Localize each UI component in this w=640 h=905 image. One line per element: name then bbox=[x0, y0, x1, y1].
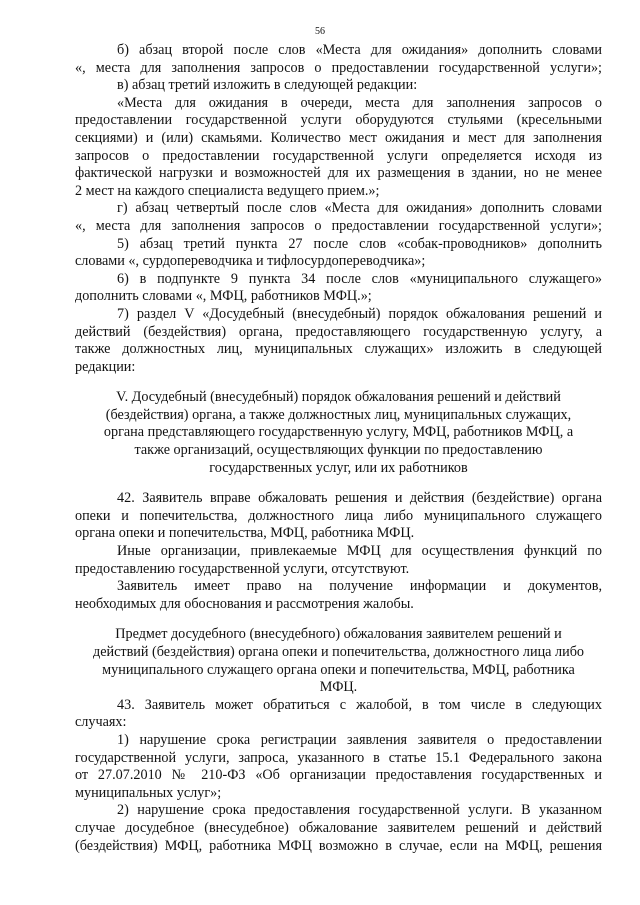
text-line: 1) нарушение срока регистрации заявления заявителя о предоставлении bbox=[117, 731, 602, 748]
text-line: действий (бездействия) органа, предоставляющего государственную услугу, а bbox=[75, 323, 602, 340]
text-line: 7) раздел V «Досудебный (внесудебный) порядок обжалования решений и bbox=[117, 305, 602, 322]
text-line: (бездействия) МФЦ, работника МФЦ возможно в случае, если на МФЦ, решения bbox=[75, 837, 602, 854]
text-line: 2) нарушение срока предоставления государственной услуги. В указанном bbox=[117, 802, 602, 819]
text-line: «, места для заполнения запросов о предоставлении государственной услуги»; bbox=[75, 59, 602, 76]
text-line: г) абзац четвертый после слов «Места для ожидания» дополнить словами bbox=[117, 200, 602, 217]
text-line: государственной услуги, запроса, указанного в статье 15.1 Федерального закона bbox=[75, 749, 602, 766]
text-line: органа опеки и попечительства, МФЦ, работника МФЦ. bbox=[75, 525, 415, 542]
clause-43-block bbox=[75, 697, 602, 855]
text-line: 6) в подпункте 9 пункта 34 после слов «муниципального служащего» bbox=[117, 270, 602, 287]
text-line: дополнить словами «, МФЦ, работников МФЦ.»; bbox=[75, 288, 372, 305]
heading-line: Предмет досудебного (внесудебного) обжалования заявителем решений и bbox=[115, 626, 562, 643]
text-line: Заявитель имеет право на получение информации и документов, bbox=[117, 578, 602, 595]
text-line: также должностных лиц, муниципальных служащих» изложить в следующей bbox=[75, 341, 602, 358]
text-line: муниципальных услуг»; bbox=[75, 784, 222, 801]
text-line: от 27.07.2010 № 210-ФЗ «Об организации предоставления государственных и bbox=[75, 767, 602, 784]
text-line: 43. Заявитель может обратиться с жалобой, в том числе в следующих bbox=[117, 696, 602, 713]
text-line: «Места для ожидания в очереди, места для заполнения запросов о bbox=[117, 94, 602, 111]
text-line: секциями) и (или) скамьями. Количество мест ожидания и мест для заполнения bbox=[75, 129, 602, 146]
text-line: запросов о предоставлении государственной услуги определяется исходя из bbox=[75, 147, 602, 164]
text-line: опеки и попечительства, должностного лица либо муниципального служащего bbox=[75, 507, 602, 524]
text-line: б) абзац второй после слов «Места для ожидания» дополнить словами bbox=[117, 42, 602, 58]
text-line: редакции: bbox=[75, 358, 136, 375]
page-content bbox=[75, 42, 602, 855]
text-line: случае досудебное (внесудебное) обжалование заявителем решений и действий bbox=[75, 819, 602, 836]
text-line: необходимых для обоснования и рассмотрения жалобы. bbox=[75, 595, 414, 612]
text-line: случаях: bbox=[75, 714, 127, 731]
heading-line: также организаций, осуществляющих функции по предоставлению bbox=[134, 442, 543, 459]
text-line: 2 мест на каждого специалиста ведущего прием.»; bbox=[75, 182, 380, 199]
text-line: 42. Заявитель вправе обжаловать решения и действия (бездействие) органа bbox=[117, 490, 602, 507]
text-line: фактической нагрузки и возможностей для их размещения в здании, но не менее bbox=[75, 165, 602, 182]
text-line: «, места для заполнения запросов о предоставлении государственной услуги»; bbox=[75, 217, 602, 234]
text-line: предоставлении государственной услуги оборудуются стульями (кресельными bbox=[75, 112, 602, 129]
text-line: Иные организации, привлекаемые МФЦ для осуществления функций по bbox=[117, 543, 602, 560]
page-number: 56 bbox=[315, 26, 325, 37]
heading-line: органа представляющего государственную услугу, МФЦ, работников МФЦ, а bbox=[103, 424, 574, 441]
amendments-block bbox=[75, 42, 602, 376]
clause-42-block bbox=[75, 490, 602, 613]
text-line: 5) абзац третий пункта 27 после слов «собак-проводников» дополнить bbox=[117, 235, 602, 252]
text-line: в) абзац третий изложить в следующей редакции: bbox=[117, 77, 418, 94]
heading-line: МФЦ. bbox=[319, 679, 358, 696]
heading-line: муниципального служащего органа опеки и попечительства, МФЦ, работника bbox=[102, 661, 575, 678]
section-v-heading bbox=[75, 389, 602, 477]
heading-line: действий (бездействия) органа опеки и попечительства, должностного лица либо bbox=[92, 644, 585, 660]
text-line: предоставлению государственной услуги, отсутствуют. bbox=[75, 560, 410, 577]
text-line: словами «, сурдопереводчика и тифлосурдопереводчика»; bbox=[75, 253, 426, 270]
heading-line: V. Досудебный (внесудебный) порядок обжалования решений и действий bbox=[116, 389, 561, 406]
heading-line: (бездействия) органа, а также должностных лиц, муниципальных служащих, bbox=[105, 406, 572, 423]
heading-line: государственных услуг, или их работников bbox=[209, 459, 468, 476]
complaint-subject-heading bbox=[75, 626, 602, 696]
